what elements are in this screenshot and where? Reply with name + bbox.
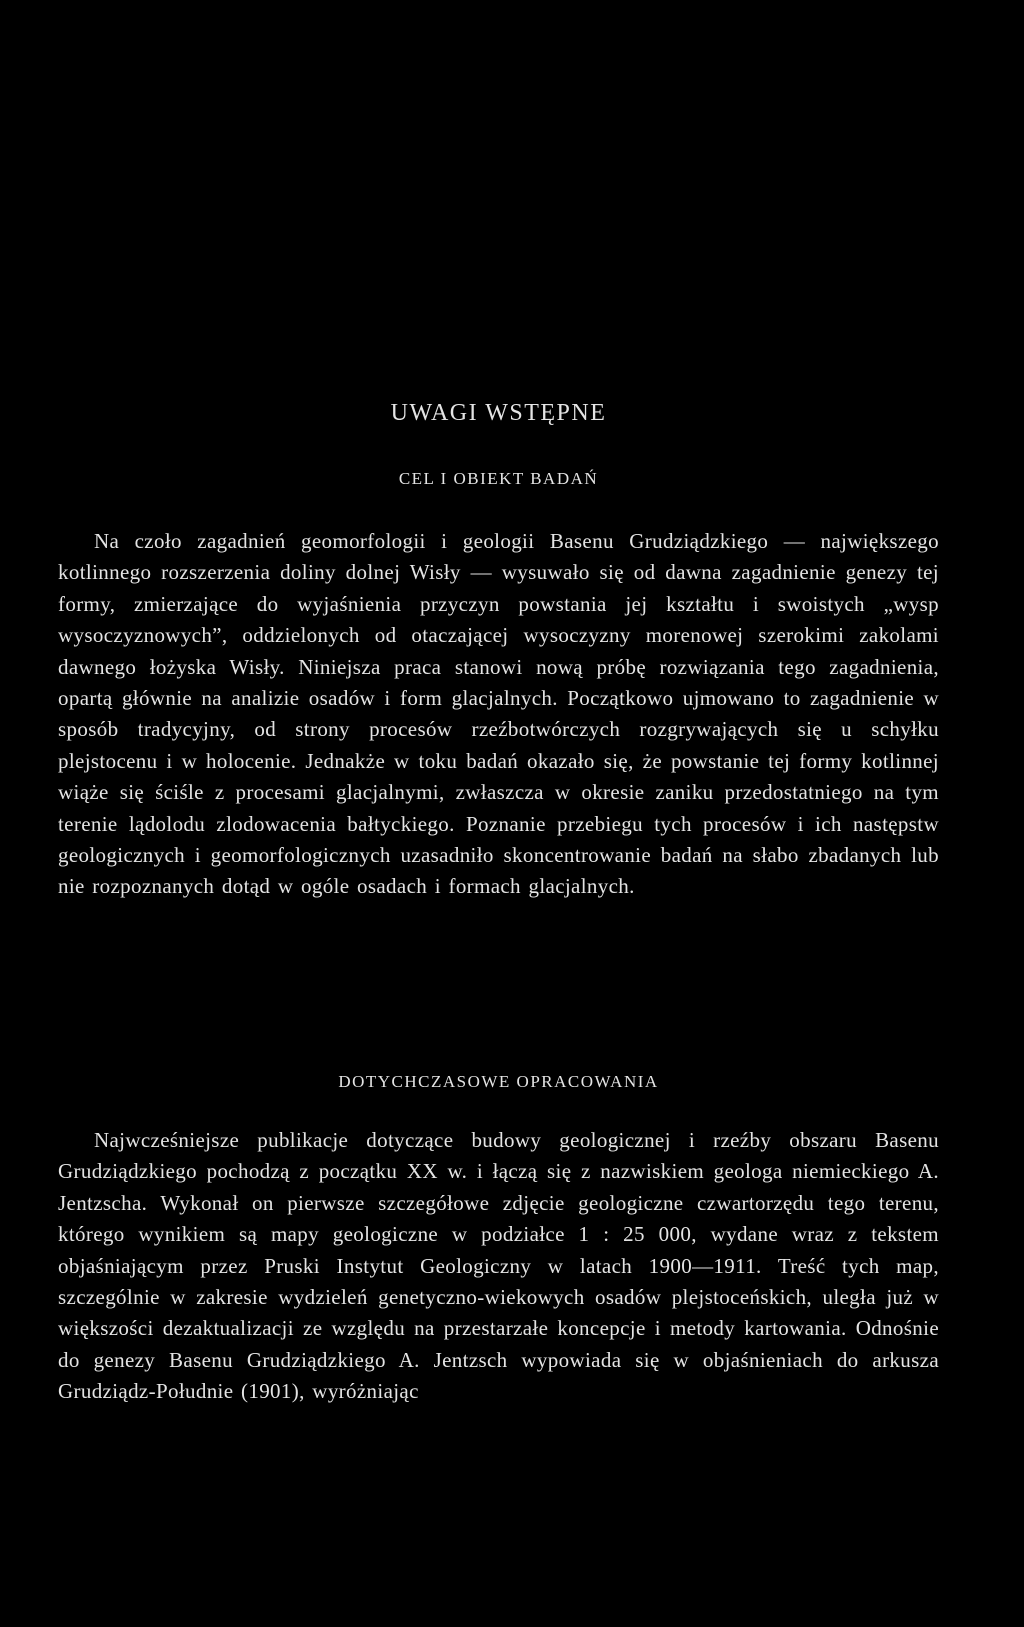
- chapter-title: UWAGI WSTĘPNE: [390, 400, 607, 426]
- section-heading-cel: CEL I OBIEKT BADAŃ: [398, 469, 599, 488]
- section-heading-opracowania: DOTYCHCZASOWE OPRACOWANIA: [338, 1072, 659, 1091]
- section-paragraph-opracowania: Najwcześniejsze publikacje dotyczące budowy geologicznej i rzeźby obszaru Basenu Grudziądzkiego pochodzą z początku XX w. i łączą się z nazwiskiem geologa niemieckiego A. Jentzscha. Wykonał on pierwsze szczegółowe zdjęcie geologiczne czwartorzędu tego terenu, którego wynikiem są mapy geologiczne w podziałce 1 : 25 000, wydane wraz z tekstem objaśniającym przez Pruski Instytut Geologiczny w latach 1900—1911. Treść tych map, szczególnie w zakresie wydzieleń genetyczno-wiekowych osadów plejstoceńskich, uległa już w większości dezaktualizacji ze względu na przestarzałe koncepcje i metody kartowania. Odnośnie do genezy Basenu Grudziądzkiego A. Jentzsch wypowiada się w objaśnieniach do arkusza Grudziądz-Południe (1901), wyróżniając: [58, 1128, 939, 1404]
- section-paragraph-cel: Na czoło zagadnień geomorfologii i geologii Basenu Grudziądzkiego — największego kotlinnego rozszerzenia doliny dolnej Wisły — wysuwało się od dawna zagadnienie genezy tej formy, zmierzające do wyjaśnienia przyczyn powstania jej kształtu i swoistych „wysp wysoczyznowych”, oddzielonych od otaczającej wysoczyzny morenowej szerokimi zakolami dawnego łożyska Wisły. Niniejsza praca stanowi nową próbę rozwiązania tego zagadnienia, opartą głównie na analizie osadów i form glacjalnych. Początkowo ujmowano to zagadnienie w sposób tradycyjny, od strony procesów rzeźbotwórczych rozgrywających się u schyłku plejstocenu i w holocenie. Jednakże w toku badań okazało się, że powstanie tej formy kotlinnej wiąże się ściśle z procesami glacjalnymi, zwłaszcza w okresie zaniku przedostatniego na tym terenie lądolodu zlodowacenia bałtyckiego. Poznanie przebiegu tych procesów i ich następstw geologicznych i geomorfologicznych uzasadniło skoncentrowanie badań na słabo zbadanych lub nie rozpoznanych dotąd w ogóle osadach i formach glacjalnych.: [58, 529, 939, 899]
